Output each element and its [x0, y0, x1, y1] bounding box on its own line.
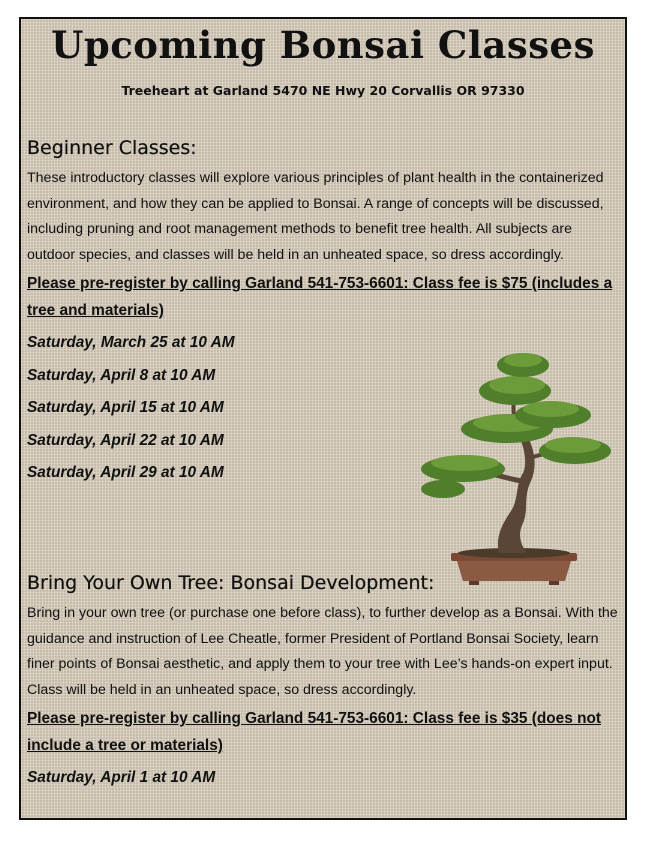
foliage-pad: [431, 455, 499, 471]
byot-description: Bring in your own tree (or purchase one before class), to further develop as a Bonsai. With the guidance and instruction of Lee Cheatle, former President of Portland Bonsai Society, learn finer points of Bonsai aesthetic, and apply them to your tree with Lee’s hands-on expert input. Class will be held in an unheated space, so dress accordingly.: [27, 605, 618, 698]
byot-section: [27, 572, 623, 795]
class-date: Saturday, March 25 at 10 AM: [27, 334, 235, 351]
byot-heading: Bring Your Own Tree: Bonsai Development:: [27, 572, 435, 594]
flyer-sheet: [19, 17, 627, 820]
foliage-pad: [545, 437, 601, 453]
foliage-pad: [489, 376, 545, 394]
byot-register-note: Please pre-register by calling Garland 541-753-6601: Class fee is $35 (does not include a tree or materials): [27, 710, 601, 754]
venue-address: Treeheart at Garland 5470 NE Hwy 20 Corvallis OR 97330: [121, 83, 525, 98]
class-date: Saturday, April 1 at 10 AM: [27, 769, 216, 786]
page-title: Upcoming Bonsai Classes: [51, 23, 595, 67]
class-date: Saturday, April 15 at 10 AM: [27, 399, 224, 416]
beginner-description: These introductory classes will explore various principles of plant health in the containerized environment, and how they can be applied to Bonsai. A range of concepts will be discussed, including pruning and root management methods to benefit tree health. All subjects are outdoor species, and classes will be held in an unheated space, so dress accordingly.: [27, 170, 604, 263]
beginner-register-note: Please pre-register by calling Garland 541-753-6601: Class fee is $75 (includes a tree and materials): [27, 275, 613, 319]
class-date: Saturday, April 29 at 10 AM: [27, 464, 224, 481]
class-date: Saturday, April 8 at 10 AM: [27, 366, 216, 384]
bonsai-tree-illustration: [403, 341, 613, 586]
trunk: [498, 439, 535, 553]
foliage-pad: [421, 480, 465, 498]
class-date: Saturday, April 22 at 10 AM: [27, 431, 224, 449]
byot-dates-list: [27, 762, 623, 795]
beginner-heading: Beginner Classes:: [27, 137, 197, 159]
foliage-pad: [504, 353, 542, 367]
